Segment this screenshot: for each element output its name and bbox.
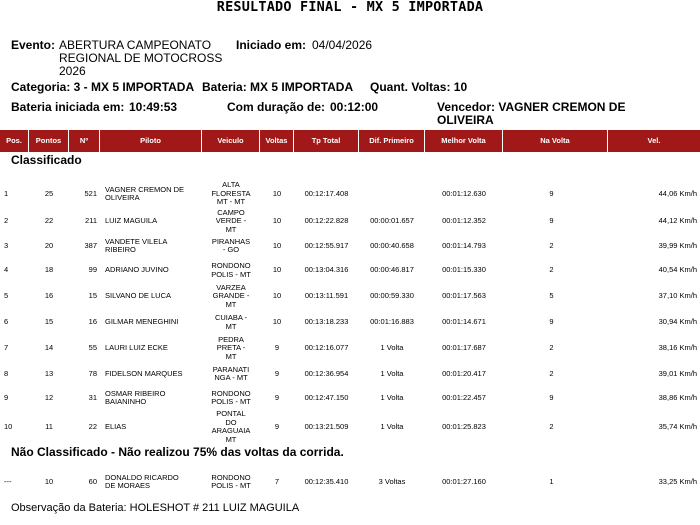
table-row [0, 362, 700, 386]
col-piloto: Piloto [100, 130, 202, 152]
cell-pos: --- [4, 476, 12, 486]
cell-melhor: 00:01:22.457 [442, 392, 486, 402]
cell-vel: 38,86 Km/h [658, 392, 697, 402]
table-row [0, 410, 700, 444]
cell-pos: 3 [4, 240, 9, 250]
cell-voltas: 10 [272, 317, 282, 327]
cell-veiculo: PARANATI NGA - MT [212, 364, 250, 382]
cell-total: 00:12:47.150 [304, 392, 349, 402]
cell-veiculo: VARZEA GRANDE - MT [212, 282, 250, 309]
cell-navolta: 9 [549, 317, 554, 327]
col-tp-total: Tp Total [294, 130, 359, 152]
cell-melhor: 00:01:14.793 [442, 240, 486, 250]
cell-dif: 00:00:59.330 [370, 291, 414, 301]
cell-navolta: 2 [549, 240, 554, 250]
cell-voltas: 10 [272, 291, 282, 301]
col-num: Nº [69, 130, 100, 152]
cell-dif: 00:00:40.658 [370, 240, 414, 250]
cell-pontos: 11 [45, 421, 53, 431]
cell-num: 31 [88, 392, 97, 402]
cell-veiculo: ALTA FLORESTA MT - MT [211, 180, 251, 207]
cell-dif: 3 Voltas [378, 476, 406, 486]
table-row [0, 467, 700, 497]
cell-navolta: 9 [549, 188, 554, 198]
cell-piloto: VAGNER CREMON DE OLIVEIRA [105, 184, 185, 202]
cell-piloto: SILVANO DE LUCA [105, 291, 171, 301]
cell-navolta: 9 [549, 392, 554, 402]
table-row [0, 258, 700, 283]
cell-navolta: 9 [549, 216, 554, 226]
cell-pontos: 18 [44, 265, 54, 275]
cell-dif: 00:00:46.817 [370, 265, 414, 275]
col-pos: Pos. [0, 130, 29, 152]
cell-pontos: 13 [44, 368, 54, 378]
cell-total: 00:13:18.233 [304, 317, 349, 327]
cell-melhor: 00:01:15.330 [442, 265, 486, 275]
bateria: Bateria: MX 5 IMPORTADA [202, 80, 354, 94]
cell-veiculo: PONTAL DO ARAGUAIA MT [211, 409, 251, 444]
table-row [0, 335, 700, 362]
table-row [0, 310, 700, 335]
cell-piloto: LUIZ MAGUILA [105, 216, 158, 226]
cell-melhor: 00:01:17.563 [442, 291, 486, 301]
cell-navolta: 5 [549, 291, 554, 301]
section-nao-classificado: Não Classificado - Não realizou 75% das voltas da corrida. [11, 445, 344, 459]
col-na-volta: Na Volta [503, 130, 608, 152]
cell-piloto: ELIAS [105, 421, 127, 431]
table-row [0, 234, 700, 258]
cell-piloto: GILMAR MENEGHINI [105, 317, 179, 327]
cell-total: 00:13:21.509 [304, 421, 349, 431]
cell-melhor: 00:01:12.352 [442, 216, 486, 226]
cell-pos: 9 [4, 392, 9, 402]
cell-piloto: DONALDO RICARDO DE MORAES [105, 472, 179, 490]
cell-dif: 1 Volta [380, 421, 404, 431]
table-row [0, 283, 700, 310]
cell-pontos: 10 [44, 476, 54, 486]
cell-pontos: 16 [44, 291, 54, 301]
cell-voltas: 10 [272, 188, 282, 198]
cell-vel: 33,25 Km/h [658, 476, 697, 486]
vencedor: Vencedor: VAGNER CREMON DE OLIVEIRA [437, 100, 626, 127]
cell-num: 521 [84, 188, 97, 198]
cell-piloto: LAURI LUIZ ECKE [105, 343, 168, 353]
col-melhor-volta: Melhor Volta [425, 130, 503, 152]
cell-pontos: 12 [44, 392, 54, 402]
page-title: RESULTADO FINAL - MX 5 IMPORTADA [216, 0, 484, 15]
cell-voltas: 10 [272, 265, 282, 275]
cell-vel: 38,16 Km/h [658, 343, 697, 353]
cell-voltas: 9 [274, 392, 280, 402]
cell-pos: 8 [4, 368, 9, 378]
bateria-iniciada-value: 10:49:53 [129, 100, 178, 114]
cell-vel: 44,06 Km/h [658, 188, 697, 198]
cell-piloto: VANDETE VILELA RIBEIRO [105, 236, 168, 254]
cell-voltas: 10 [272, 240, 282, 250]
duracao-value: 00:12:00 [330, 100, 379, 114]
evento-value: ABERTURA CAMPEONATO REGIONAL DE MOTOCROSS 2026 [59, 38, 223, 78]
cell-veiculo: RONDONO POLIS - MT [211, 388, 251, 406]
cell-num: 211 [85, 216, 97, 226]
cell-vel: 35,74 Km/h [658, 421, 697, 431]
col-vel: Vel. [647, 136, 661, 145]
cell-pontos: 22 [44, 216, 54, 226]
cell-num: 60 [88, 476, 97, 486]
cell-veiculo: PIRANHAS - GO [211, 236, 251, 254]
cell-dif: 00:01:16.883 [370, 317, 414, 327]
cell-total: 00:13:11.591 [304, 291, 349, 301]
cell-dif: 00:00:01.657 [370, 216, 414, 226]
cell-total: 00:12:17.408 [304, 188, 349, 198]
table-header [0, 130, 700, 152]
cell-num: 387 [84, 240, 97, 250]
cell-vel: 40,54 Km/h [658, 265, 697, 275]
cell-melhor: 00:01:20.417 [442, 368, 486, 378]
cell-pos: 6 [4, 317, 9, 327]
iniciado-label: Iniciado em: [236, 38, 307, 52]
cell-melhor: 00:01:14.671 [442, 317, 486, 327]
cell-total: 00:13:04.316 [304, 265, 349, 275]
cell-pontos: 14 [44, 343, 54, 353]
cell-voltas: 9 [274, 421, 280, 431]
cell-pontos: 25 [44, 188, 54, 198]
cell-num: 16 [88, 317, 97, 327]
cell-vel: 39,01 Km/h [658, 368, 697, 378]
cell-melhor: 00:01:12.630 [442, 188, 486, 198]
cell-pontos: 15 [44, 317, 54, 327]
cell-pos: 5 [4, 291, 9, 301]
cell-vel: 44,12 Km/h [658, 216, 697, 226]
cell-dif [359, 179, 425, 209]
cell-vel: 39,99 Km/h [658, 240, 697, 250]
bateria-iniciada-label: Bateria iniciada em: [11, 100, 125, 114]
section-classificado: Classificado [11, 153, 82, 167]
col-voltas: Voltas [260, 130, 294, 152]
col-veiculo: Veiculo [202, 130, 260, 152]
cell-pos: 7 [4, 343, 9, 353]
cell-total: 00:12:55.917 [304, 240, 349, 250]
cell-navolta: 1 [549, 476, 554, 486]
cell-navolta: 2 [549, 368, 554, 378]
cell-veiculo: RONDONO POLIS - MT [211, 472, 251, 490]
quant-voltas: Quant. Voltas: 10 [370, 80, 468, 94]
cell-navolta: 2 [549, 343, 554, 353]
cell-voltas: 9 [274, 368, 280, 378]
table-row [0, 386, 700, 410]
observacao: Observação da Bateria: HOLESHOT # 211 LUIZ MAGUILA [11, 502, 300, 514]
cell-num: 15 [88, 291, 97, 301]
cell-veiculo: CAMPO VERDE - MT [215, 207, 247, 234]
cell-pos: 1 [4, 188, 9, 198]
cell-voltas: 7 [274, 476, 280, 486]
cell-melhor: 00:01:17.687 [442, 343, 486, 353]
col-dif-primeiro: Dif. Primeiro [359, 130, 425, 152]
cell-voltas: 9 [274, 343, 280, 353]
cell-voltas: 10 [272, 216, 282, 226]
cell-navolta: 2 [549, 265, 554, 275]
cell-dif: 1 Volta [380, 343, 404, 353]
cell-dif: 1 Volta [380, 368, 404, 378]
cell-num: 78 [88, 368, 97, 378]
cell-navolta: 2 [549, 421, 554, 431]
cell-piloto: ADRIANO JUVINO [105, 265, 169, 275]
cell-vel: 30,94 Km/h [658, 317, 697, 327]
cell-pos: 10 [4, 421, 13, 431]
categoria: Categoria: 3 - MX 5 IMPORTADA [11, 80, 195, 94]
table-row [0, 179, 700, 209]
cell-vel: 37,10 Km/h [658, 291, 697, 301]
cell-piloto: FIDELSON MARQUES [105, 368, 183, 378]
cell-pontos: 20 [44, 240, 54, 250]
cell-num: 55 [88, 343, 97, 353]
cell-dif: 1 Volta [380, 392, 404, 402]
iniciado-value: 04/04/2026 [312, 38, 373, 52]
cell-total: 00:12:22.828 [304, 216, 349, 226]
cell-total: 00:12:16.077 [304, 343, 349, 353]
table-row [0, 209, 700, 234]
cell-veiculo: CUIABA - MT [214, 313, 248, 331]
cell-total: 00:12:35.410 [304, 476, 349, 486]
cell-num: 99 [88, 265, 97, 275]
evento-label: Evento: [11, 38, 56, 52]
cell-piloto: OSMAR RIBEIRO BAIANINHO [105, 388, 166, 406]
cell-veiculo: RONDONO POLIS - MT [211, 261, 251, 279]
cell-pos: 2 [4, 216, 9, 226]
cell-melhor: 00:01:25.823 [442, 421, 486, 431]
cell-pos: 4 [4, 265, 9, 275]
cell-total: 00:12:36.954 [304, 368, 349, 378]
cell-veiculo: PEDRA PRETA - MT [216, 334, 246, 361]
cell-melhor: 00:01:27.160 [442, 476, 486, 486]
cell-num: 22 [88, 421, 97, 431]
duracao-label: Com duração de: [227, 100, 326, 114]
col-pontos: Pontos [29, 130, 69, 152]
